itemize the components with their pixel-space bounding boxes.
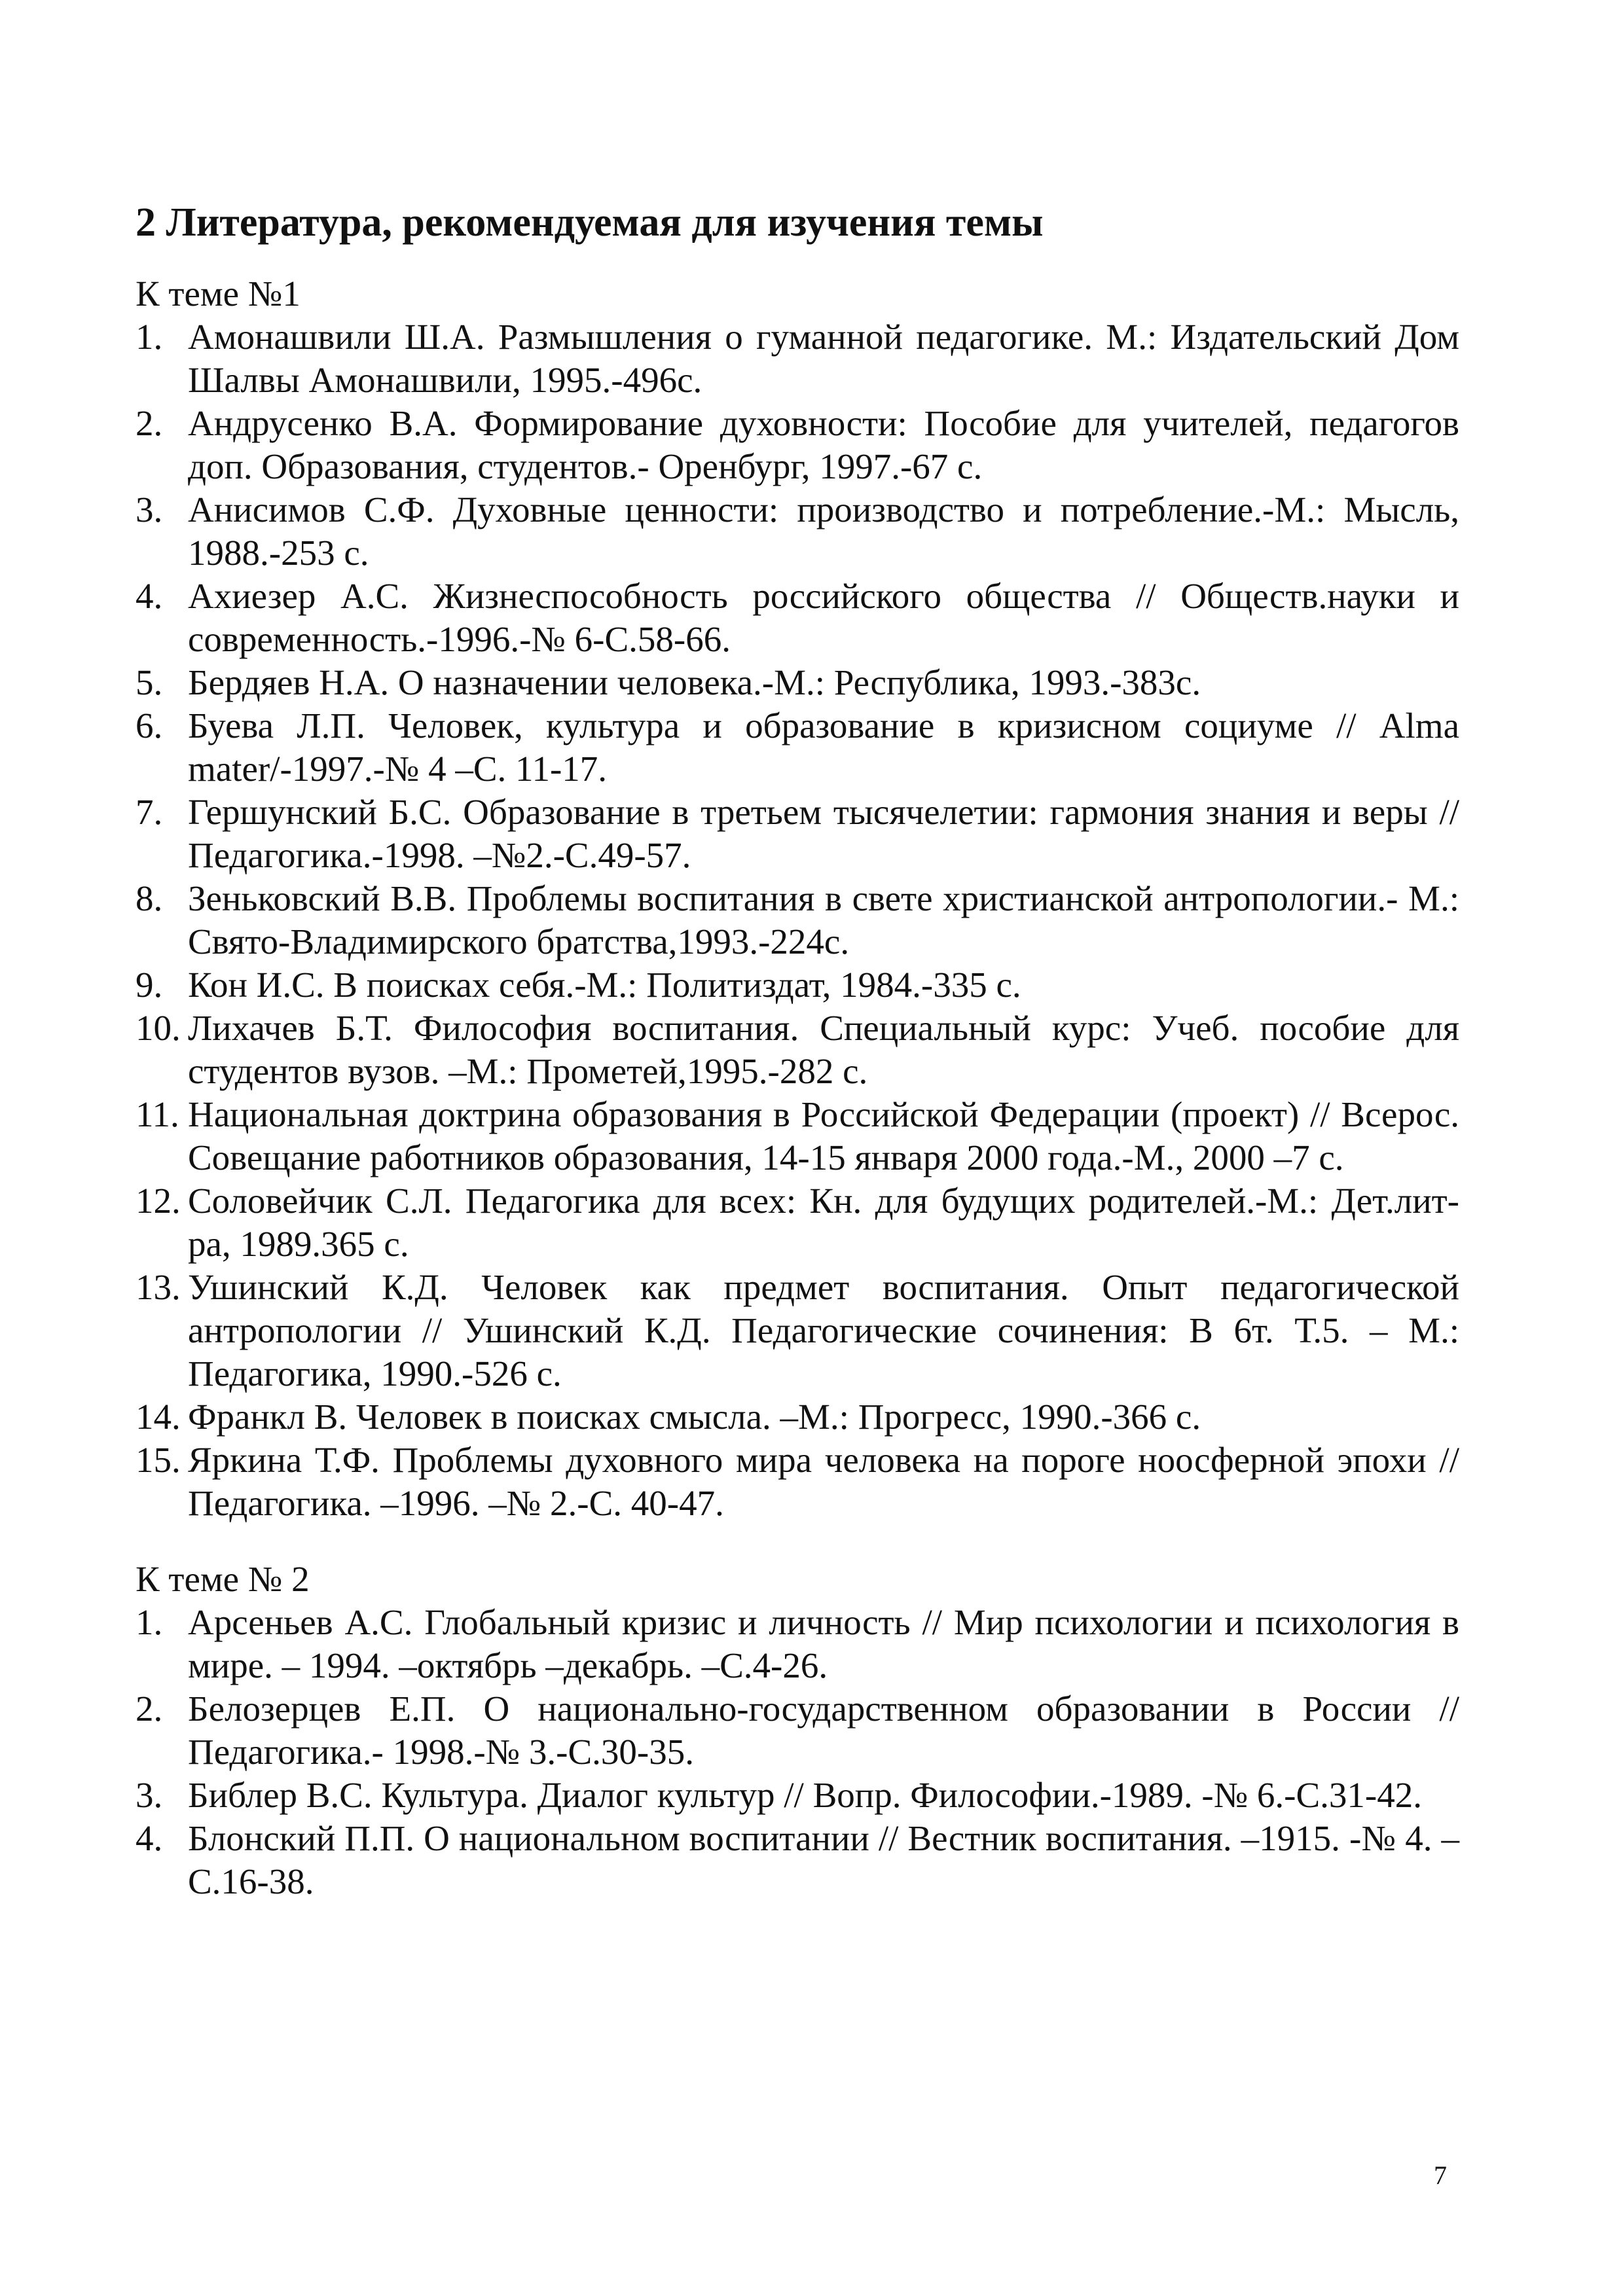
reference-number: 14. [136,1397,181,1437]
reference-number: 13. [136,1267,181,1307]
reference-item [136,488,1459,575]
reference-text: Яркина Т.Ф. Проблемы духовного мира человека на пороге ноосферной эпохи // Педагогика. –1996. –№ 2.-С. 40-47. [188,1440,1459,1523]
reference-number: 8. [136,878,163,918]
reference-number: 11. [136,1094,179,1134]
reference-number: 9. [136,965,163,1005]
reference-number: 5. [136,662,163,702]
section-label: К теме № 2 [136,1559,310,1599]
reference-item [136,575,1459,661]
reference-item [136,1817,1459,1903]
reference-text: Франкл В. Человек в поисках смысла. –М.: Прогресс, 1990.-366 с. [188,1397,1201,1437]
reference-item [136,402,1459,488]
reference-number: 4. [136,1818,163,1858]
reference-text: Гершунский Б.С. Образование в третьем тысячелетии: гармония знания и веры // Педагогика.-1998. –№2.-С.49-57. [188,792,1459,875]
reference-item [136,1007,1459,1093]
reference-number: 2. [136,1689,163,1729]
reference-number: 2. [136,403,163,443]
reference-number: 3. [136,1775,163,1815]
section-topic-1 [136,272,1459,1525]
reference-item [136,877,1459,963]
reference-item [136,315,1459,402]
reference-item [136,1179,1459,1266]
reference-item [136,1687,1459,1774]
reference-text: Анисимов С.Ф. Духовные ценности: производство и потребление.-М.: Мысль, 1988.-253 с. [188,490,1459,573]
reference-text: Буева Л.П. Человек, культура и образование в кризисном социуме // Alma mater/-1997.-№ 4 –С. 11-17. [188,706,1459,789]
reference-text: Белозерцев Е.П. О национально-государственном образовании в России // Педагогика.- 1998.-№ 3.-С.30-35. [188,1689,1459,1772]
reference-number: 10. [136,1008,181,1048]
reference-text: Андрусенко В.А. Формирование духовности: Пособие для учителей, педагогов доп. Образования, студентов.- Оренбург, 1997.-67 с. [188,403,1459,486]
reference-item [136,1601,1459,1687]
reference-list [136,315,1459,1525]
reference-text: Зеньковский В.В. Проблемы воспитания в свете христианской антропологии.- М.: Свято-Владимирского братства,1993.-224с. [188,878,1459,961]
reference-number: 3. [136,490,163,529]
reference-item [136,963,1459,1007]
reference-text: Библер В.С. Культура. Диалог культур // Вопр. Философии.-1989. -№ 6.-С.31-42. [188,1775,1422,1815]
reference-number: 1. [136,1602,163,1642]
reference-item [136,1266,1459,1395]
reference-number: 4. [136,576,163,616]
reference-text: Ахиезер А.С. Жизнеспособность российского общества // Обществ.науки и современность.-1996.-№ 6-С.58-66. [188,576,1459,659]
reference-text: Бердяев Н.А. О назначении человека.-М.: Республика, 1993.-383с. [188,662,1201,702]
reference-number: 12. [136,1181,181,1221]
reference-text: Кон И.С. В поисках себя.-М.: Политиздат, 1984.-335 с. [188,965,1021,1005]
reference-item [136,1093,1459,1179]
reference-number: 6. [136,706,163,745]
reference-number: 15. [136,1440,181,1480]
reference-item [136,661,1459,704]
reference-text: Амонашвили Ш.А. Размышления о гуманной педагогике. М.: Издательский Дом Шалвы Амонашвили, 1995.-496с. [188,317,1459,400]
reference-text: Соловейчик С.Л. Педагогика для всех: Кн. для будущих родителей.-М.: Дет.лит-ра, 1989.365 с. [188,1181,1459,1264]
section-label: К теме №1 [136,274,301,314]
page-content [136,196,1459,1903]
reference-item [136,1395,1459,1439]
reference-item [136,1439,1459,1525]
reference-text: Арсеньев А.С. Глобальный кризис и личность // Мир психологии и психология в мире. – 1994. –октябрь –декабрь. –С.4-26. [188,1602,1459,1685]
reference-text: Блонский П.П. О национальном воспитании // Вестник воспитания. –1915. -№ 4. – С.16-38. [188,1818,1459,1901]
reference-text: Ушинский К.Д. Человек как предмет воспитания. Опыт педагогической антропологии // Ушинский К.Д. Педагогические сочинения: В 6т. Т.5. – М.: Педагогика, 1990.-526 с. [188,1267,1459,1393]
page-heading: 2 Литература, рекомендуемая для изучения темы [136,200,1044,245]
reference-text: Лихачев Б.Т. Философия воспитания. Специальный курс: Учеб. пособие для студентов вузов. –М.: Прометей,1995.-282 с. [188,1008,1459,1091]
reference-number: 7. [136,792,163,832]
reference-item [136,1774,1459,1817]
reference-text: Национальная доктрина образования в Российской Федерации (проект) // Всерос. Совещание работников образования, 14-15 января 2000 года.-М., 2000 –7 с. [188,1094,1459,1177]
reference-item [136,791,1459,877]
reference-item [136,704,1459,791]
page-number: 7 [1434,2161,1447,2190]
reference-number: 1. [136,317,163,357]
section-topic-2 [136,1558,1459,1903]
reference-list [136,1601,1459,1903]
